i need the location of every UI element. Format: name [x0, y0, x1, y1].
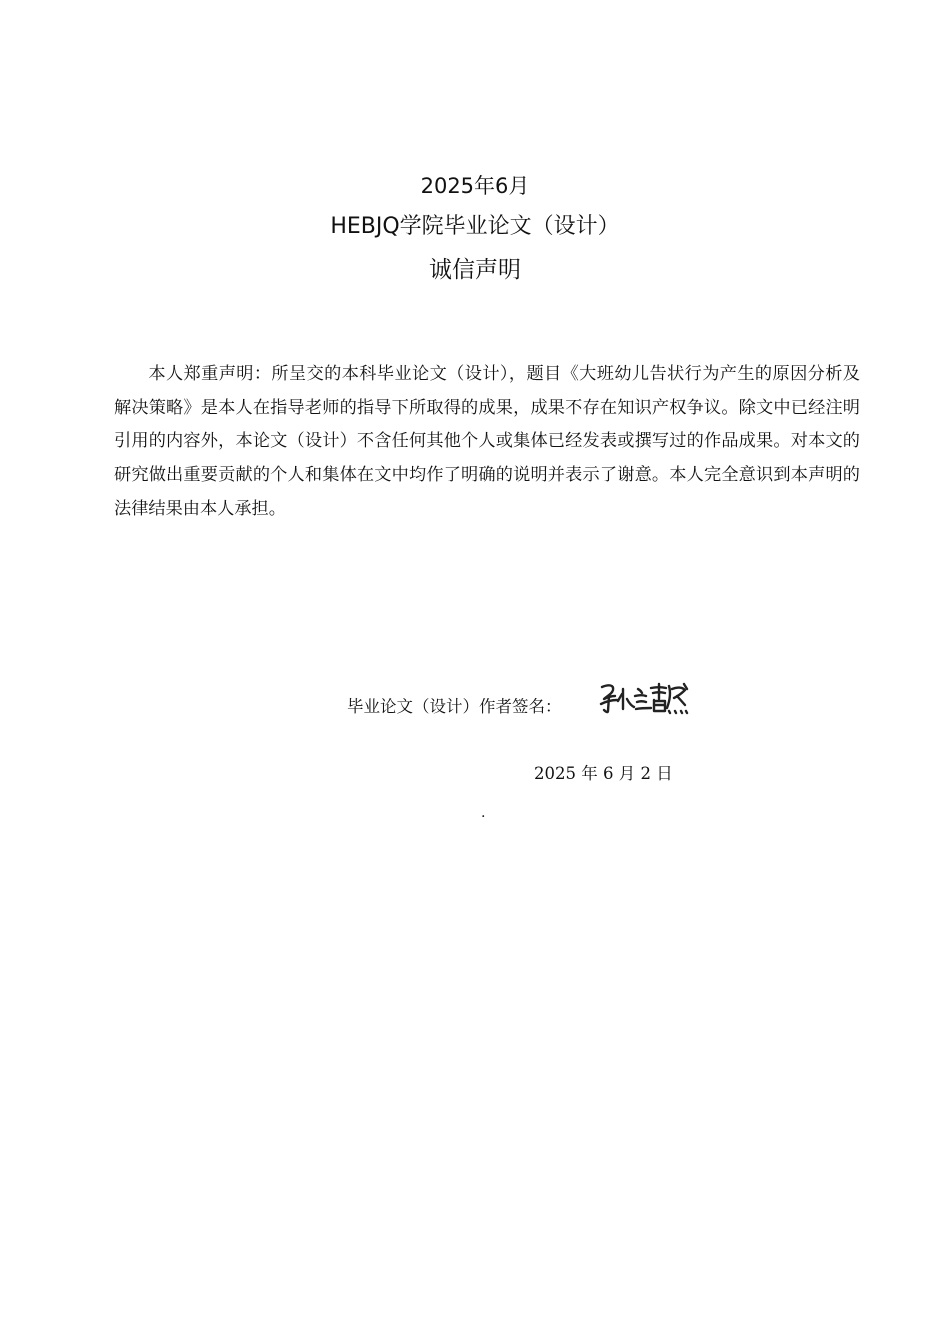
statement-title: 诚信声明	[429, 257, 521, 283]
date-heading: 2025年6月	[420, 174, 530, 198]
college-title: HEBJQ学院毕业论文（设计）	[330, 214, 620, 239]
stray-mark: .	[481, 805, 486, 821]
signature-date: 2025 年 6 月 2 日	[534, 764, 673, 783]
signature-label: 毕业论文（设计）作者签名：	[347, 697, 562, 716]
statement-body: 本人郑重声明：所呈交的本科毕业论文（设计），题目《大班幼儿告状行为产生的原因分析及解决策略》是本人在指导老师的指导下所取得的成果，成果不存在知识产权争议。除文中已经注明引用的内容外，本论文（设计）不含任何其他个人或集体已经发表或撰写过的作品成果。对本文的研究做出重要贡献的个人和集体在文中均作了明确的说明并表示了谢意。本人完全意识到本声明的法律结果由本人承担。	[114, 364, 860, 519]
signature-drawing	[596, 677, 691, 715]
handwritten-signature	[596, 677, 691, 715]
